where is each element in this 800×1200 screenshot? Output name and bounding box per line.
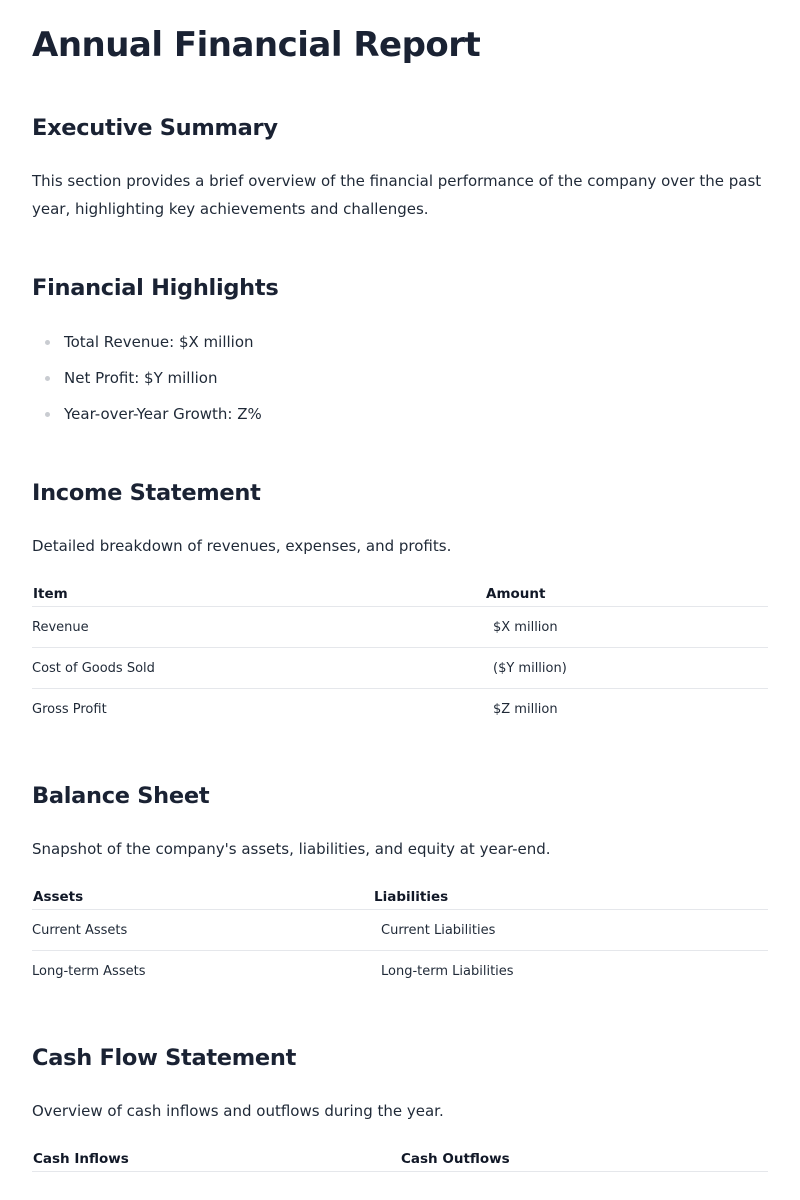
cell-liabilities: Current Liabilities bbox=[373, 910, 768, 951]
executive-summary-text: This section provides a brief overview of the financial performance of the company over the past year, highlighting key achievements and challenges. bbox=[32, 172, 762, 218]
cash-flow-table bbox=[32, 1147, 768, 1172]
column-header-cash-outflows: Cash Outflows bbox=[400, 1147, 768, 1172]
balance-sheet-table bbox=[32, 885, 768, 991]
highlight-net-profit: Net Profit: $Y million bbox=[32, 360, 768, 396]
cell-amount: ($Y million) bbox=[485, 648, 768, 689]
table-row bbox=[32, 648, 768, 689]
financial-highlights-section bbox=[32, 273, 768, 432]
balance-sheet-section bbox=[32, 781, 768, 991]
cell-item: Revenue bbox=[32, 607, 485, 648]
cell-amount: $Z million bbox=[493, 701, 558, 717]
highlights-list bbox=[32, 324, 768, 432]
cell-item: Gross Profit bbox=[32, 701, 107, 717]
column-header-assets: Assets bbox=[32, 885, 373, 910]
cash-flow-section bbox=[32, 1043, 768, 1172]
table-header-row bbox=[32, 885, 768, 910]
cell-assets: Current Assets bbox=[32, 910, 373, 951]
cell-amount: $X million bbox=[485, 607, 768, 648]
column-header-item: Item bbox=[32, 582, 485, 607]
balance-sheet-text: Snapshot of the company's assets, liabilities, and equity at year-end. bbox=[32, 840, 551, 858]
cell-assets: Long-term Assets bbox=[32, 963, 146, 979]
executive-summary-heading: Executive Summary bbox=[32, 115, 278, 141]
column-header-liabilities: Liabilities bbox=[373, 885, 768, 910]
table-row bbox=[32, 689, 768, 730]
highlight-yoy-growth: Year-over-Year Growth: Z% bbox=[32, 396, 768, 432]
table-header-row bbox=[32, 582, 768, 607]
table-row bbox=[32, 951, 768, 992]
income-statement-table bbox=[32, 582, 768, 729]
page-title: Annual Financial Report bbox=[32, 25, 481, 65]
cell-item: Cost of Goods Sold bbox=[32, 648, 485, 689]
column-header-amount: Amount bbox=[485, 582, 768, 607]
cash-flow-heading: Cash Flow Statement bbox=[32, 1045, 297, 1071]
balance-sheet-heading: Balance Sheet bbox=[32, 783, 210, 809]
column-header-cash-inflows: Cash Inflows bbox=[32, 1147, 400, 1172]
table-row bbox=[32, 607, 768, 648]
executive-summary-section bbox=[32, 113, 768, 223]
income-statement-section bbox=[32, 478, 768, 729]
highlight-total-revenue: Total Revenue: $X million bbox=[32, 324, 768, 360]
cell-liabilities: Long-term Liabilities bbox=[381, 963, 514, 979]
table-row bbox=[32, 910, 768, 951]
income-statement-text: Detailed breakdown of revenues, expenses, and profits. bbox=[32, 537, 452, 555]
financial-highlights-heading: Financial Highlights bbox=[32, 275, 279, 301]
income-statement-heading: Income Statement bbox=[32, 480, 261, 506]
table-header-row bbox=[32, 1147, 768, 1172]
cash-flow-text: Overview of cash inflows and outflows during the year. bbox=[32, 1102, 444, 1120]
